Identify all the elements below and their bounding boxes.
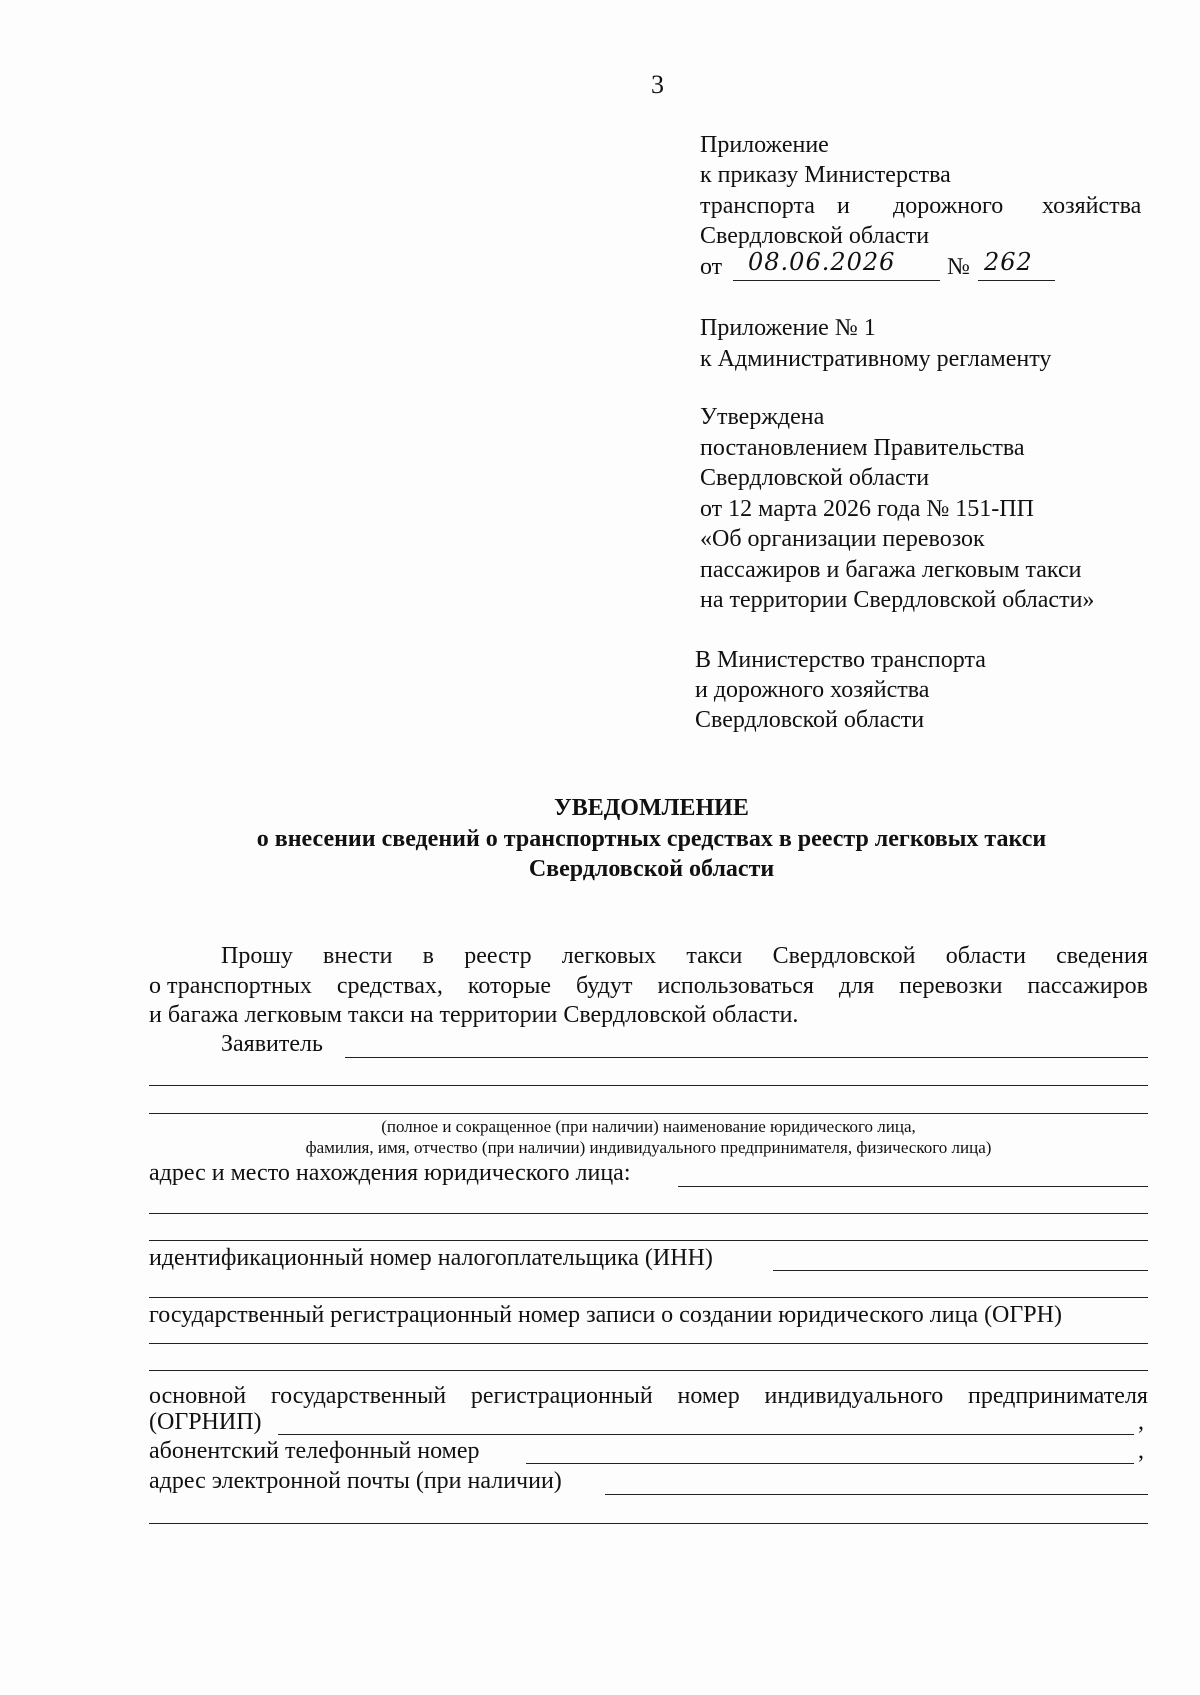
addressee-line-1: В Министерство транспорта — [695, 647, 986, 673]
word: использоваться — [657, 973, 814, 999]
appendix-1-line-2: к Административному регламенту — [700, 346, 1052, 372]
word: предпринимателя — [967, 1383, 1148, 1409]
approved-line-6: пассажиров и багажа легковым такси — [700, 557, 1082, 583]
email-field-line-1[interactable] — [605, 1494, 1148, 1495]
word: основной — [149, 1383, 247, 1409]
word: сведения — [1056, 943, 1148, 969]
word: реестр — [464, 943, 532, 969]
addressee-line-3: Свердловской области — [695, 707, 925, 733]
appendix-line-3-word-2: и — [837, 193, 850, 219]
address-field-line-2[interactable] — [149, 1213, 1148, 1214]
inn-label: идентификационный номер налогоплательщика (ИНН) — [149, 1245, 713, 1271]
order-date-handwritten: 08.06.2026 — [748, 248, 896, 276]
applicant-field-line-2[interactable] — [149, 1085, 1148, 1086]
word: перевозки — [899, 973, 1003, 999]
word: внести — [323, 943, 393, 969]
word: регистрационный — [470, 1383, 653, 1409]
ogrn-field-line-2[interactable] — [149, 1370, 1148, 1371]
word: индивидуального — [764, 1383, 944, 1409]
appendix-line-3-word-1: транспорта — [700, 193, 815, 219]
applicant-field-line-1[interactable] — [345, 1057, 1148, 1058]
order-date-prefix: от — [700, 254, 723, 280]
paragraph-line-2 — [149, 972, 1148, 1001]
appendix-line-3-word-4: хозяйства — [1042, 193, 1142, 219]
address-field-line-3[interactable] — [149, 1240, 1148, 1241]
phone-field-line[interactable] — [526, 1463, 1134, 1464]
word: легковых — [561, 943, 657, 969]
word: такси — [686, 943, 743, 969]
ogrnip-comma: , — [1138, 1409, 1144, 1435]
appendix-line-2: к приказу Министерства — [700, 162, 951, 188]
appendix-line-3-word-3: дорожного — [893, 193, 1004, 219]
paragraph-line-3: и багажа легковым такси на территории Свердловской области. — [149, 1002, 799, 1028]
word: в — [422, 943, 435, 969]
ogrn-field-line-1[interactable] — [149, 1343, 1148, 1344]
appendix-1-line-1: Приложение № 1 — [700, 315, 876, 341]
page-number: 3 — [651, 70, 664, 99]
word: которые — [467, 973, 551, 999]
ogrnip-label-line-2: (ОГРНИП) — [149, 1409, 262, 1435]
word: номер — [677, 1383, 740, 1409]
order-number-underline — [978, 280, 1055, 281]
email-field-line-2[interactable] — [149, 1523, 1148, 1524]
approved-line-2: постановлением Правительства — [700, 435, 1025, 461]
ogrn-label: государственный регистрационный номер записи о создании юридического лица (ОГРН) — [149, 1302, 1062, 1328]
title-line-2: о внесении сведений о транспортных средствах в реестр легковых такси — [256, 826, 1047, 852]
word: пассажиров — [1027, 973, 1148, 999]
applicant-label: Заявитель — [221, 1031, 323, 1057]
applicant-field-line-3[interactable] — [149, 1113, 1148, 1114]
approved-line-4: от 12 марта 2026 года № 151-ПП — [700, 496, 1034, 522]
addressee-line-2: и дорожного хозяйства — [695, 677, 930, 703]
applicant-hint-line-2: фамилия, имя, отчество (при наличии) индивидуального предпринимателя, физического лица) — [305, 1138, 992, 1157]
title-line-3: Свердловской области — [528, 856, 775, 882]
inn-field-line-2[interactable] — [149, 1297, 1148, 1298]
approved-line-3: Свердловской области — [700, 465, 930, 491]
ogrnip-field-line[interactable] — [278, 1434, 1134, 1435]
inn-field-line-1[interactable] — [773, 1270, 1148, 1271]
order-date-underline — [733, 280, 940, 281]
title-line-1: УВЕДОМЛЕНИЕ — [554, 795, 749, 821]
word: для — [838, 973, 875, 999]
approved-line-1: Утверждена — [700, 404, 825, 430]
order-number-prefix: № — [947, 254, 970, 280]
approved-line-5: «Об организации перевозок — [700, 526, 985, 552]
paragraph-line-1 — [221, 942, 1148, 971]
appendix-line-1: Приложение — [700, 132, 829, 158]
word: Прошу — [221, 943, 293, 969]
word: области — [945, 943, 1026, 969]
approved-line-7: на территории Свердловской области» — [700, 587, 1095, 613]
address-field-line-1[interactable] — [678, 1186, 1148, 1187]
appendix-line-4: Свердловской области — [700, 223, 930, 249]
ogrnip-label-line-1 — [149, 1382, 1148, 1411]
applicant-hint-line-1: (полное и сокращенное (при наличии) наименование юридического лица, — [381, 1117, 916, 1136]
word: Свердловской — [772, 943, 916, 969]
word: средствах, — [336, 973, 443, 999]
order-number-handwritten: 262 — [984, 248, 1033, 276]
phone-label: абонентский телефонный номер — [149, 1438, 480, 1464]
email-label: адрес электронной почты (при наличии) — [149, 1468, 562, 1494]
word: о транспортных — [149, 973, 312, 999]
phone-comma: , — [1138, 1438, 1144, 1464]
word: государственный — [270, 1383, 447, 1409]
address-label: адрес и место нахождения юридического лица: — [149, 1160, 631, 1186]
word: будут — [575, 973, 633, 999]
